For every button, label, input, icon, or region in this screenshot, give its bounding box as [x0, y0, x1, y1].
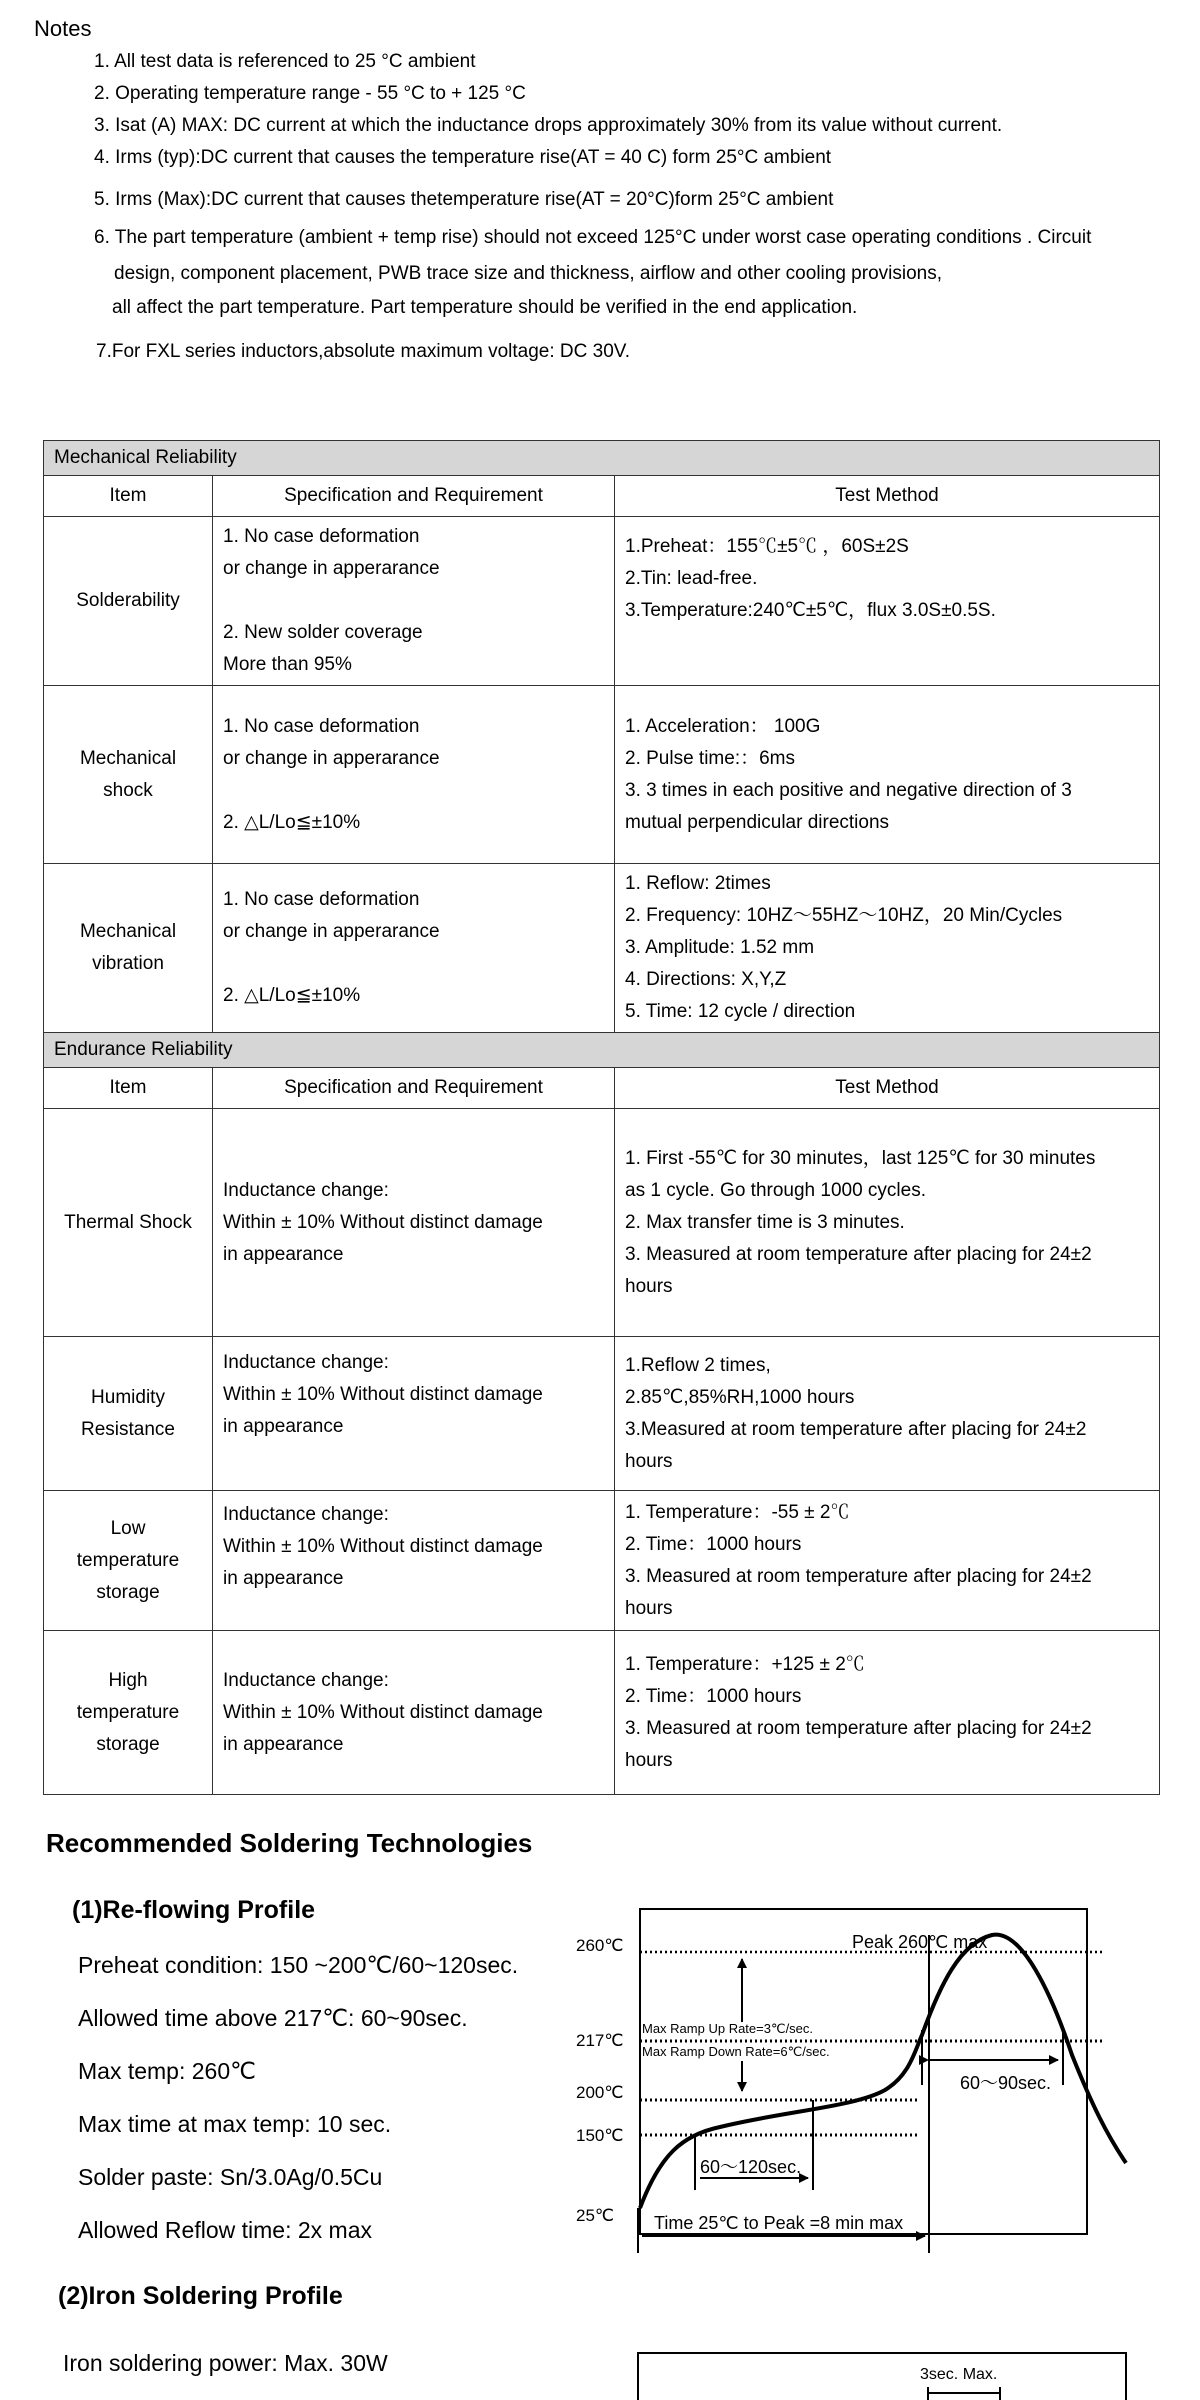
- section-title: Endurance Reliability: [44, 1033, 1160, 1068]
- note-6: 6. The part temperature (ambient + temp rise) should not exceed 125°C under worst case operating conditions . Circuit: [94, 227, 1092, 248]
- reflow-preheat: Preheat condition: 150 ~200℃/60~120sec.: [78, 1952, 519, 1978]
- diagram-frame: [640, 1909, 1087, 2234]
- iron-title: (2)Iron Soldering Profile: [58, 2282, 343, 2310]
- reflow-title: (1)Re-flowing Profile: [72, 1896, 316, 1924]
- row-method: 1. Reflow: 2times 2. Frequency: 10HZ～55HZ～10HZ，20 Min/Cycles 3. Amplitude: 1.52 mm 4. Directions: X,Y,Z 5. Time: 12 cycle / direction: [615, 864, 1160, 1033]
- header-spec: Specification and Requirement: [213, 476, 615, 517]
- peak-label: Peak 260℃ max: [852, 1932, 988, 1952]
- table-header-row: [44, 1068, 1160, 1109]
- iron-power: Iron soldering power: Max. 30W: [63, 2350, 388, 2376]
- time-label: Time 25℃ to Peak =8 min max: [654, 2213, 904, 2233]
- row-item: High temperature storage: [44, 1631, 213, 1795]
- reflow-solder-paste: Solder paste: Sn/3.0Ag/0.5Cu: [78, 2164, 383, 2190]
- row-spec: 1. No case deformation or change in apperarance 2. New solder coverage More than 95%: [213, 517, 615, 686]
- table-row: [44, 1109, 1160, 1337]
- above-217-label: 60～90sec.: [960, 2073, 1052, 2093]
- table-header-row: [44, 476, 1160, 517]
- row-item: Mechanical vibration: [44, 864, 213, 1033]
- ramp-down-label: Max Ramp Down Rate=6℃/sec.: [642, 2044, 830, 2059]
- y-tick-25: 25℃: [576, 2206, 615, 2225]
- table-row: [44, 517, 1160, 686]
- section-header-endurance: [44, 1033, 1160, 1068]
- reflow-max-temp: Max temp: 260℃: [78, 2058, 256, 2084]
- reflow-above-217: Allowed time above 217℃: 60~90sec.: [78, 2005, 468, 2031]
- row-method: 1. First -55℃ for 30 minutes，last 125℃ for 30 minutes as 1 cycle. Go through 1000 cycles. 2. Max transfer time is 3 minutes. 3. Measured at room temperature after placing for 24±2 hours: [615, 1109, 1160, 1337]
- table-row: [44, 1337, 1160, 1491]
- note-3: 3. Isat (A) MAX: DC current at which the inductance drops approximately 30% from its value without current.: [94, 115, 1003, 136]
- row-spec: Inductance change: Within ± 10% Without distinct damage in appearance: [213, 1631, 615, 1795]
- y-tick-150: 150℃: [576, 2126, 624, 2145]
- row-item: Mechanical shock: [44, 686, 213, 864]
- note-1: 1. All test data is referenced to 25 °C ambient: [94, 51, 476, 72]
- row-method: 1.Reflow 2 times, 2.85℃,85%RH,1000 hours 3.Measured at room temperature after placing for 24±2 hours: [615, 1337, 1160, 1491]
- row-item: Solderability: [44, 517, 213, 686]
- header-method: Test Method: [615, 1068, 1160, 1109]
- table-row: [44, 686, 1160, 864]
- iron-profile-diagram: [630, 2345, 1130, 2400]
- y-tick-260: 260℃: [576, 1936, 624, 1955]
- section-header-mechanical: [44, 441, 1160, 476]
- row-spec: 1. No case deformation or change in apperarance 2. △L/Lo≦±10%: [213, 864, 615, 1033]
- table-row: [44, 1491, 1160, 1631]
- row-item: Thermal Shock: [44, 1109, 213, 1337]
- reflow-profile-diagram: [560, 1895, 1160, 2275]
- reflow-allowed-time: Allowed Reflow time: 2x max: [78, 2217, 372, 2243]
- row-spec: Inductance change: Within ± 10% Without distinct damage in appearance: [213, 1109, 615, 1337]
- soldering-title: Recommended Soldering Technologies: [46, 1828, 533, 1858]
- row-spec: Inductance change: Within ± 10% Without distinct damage in appearance: [213, 1337, 615, 1491]
- header-item: Item: [44, 476, 213, 517]
- y-tick-200: 200℃: [576, 2083, 624, 2102]
- notes-title: Notes: [34, 16, 92, 41]
- note-5: 5. Irms (Max):DC current that causes thetemperature rise(AT = 20°C)form 25°C ambient: [94, 189, 834, 210]
- row-method: 1. Temperature：-55 ± 2℃ 2. Time：1000 hours 3. Measured at room temperature after placing for 24±2 hours: [615, 1491, 1160, 1631]
- reflow-max-time: Max time at max temp: 10 sec.: [78, 2111, 392, 2137]
- row-item: Humidity Resistance: [44, 1337, 213, 1491]
- note-6-cont-2: all affect the part temperature. Part temperature should be verified in the end application.: [112, 297, 858, 318]
- row-spec: 1. No case deformation or change in apperarance 2. △L/Lo≦±10%: [213, 686, 615, 864]
- row-method: 1.Preheat：155℃±5℃ ，60S±2S 2.Tin: lead-free. 3.Temperature:240℃±5℃，flux 3.0S±0.5S.: [615, 517, 1160, 686]
- iron-time-label: 3sec. Max.: [920, 2366, 998, 2383]
- row-spec: Inductance change: Within ± 10% Without distinct damage in appearance: [213, 1491, 615, 1631]
- ramp-up-label: Max Ramp Up Rate=3℃/sec.: [642, 2021, 814, 2036]
- header-method: Test Method: [615, 476, 1160, 517]
- preheat-label: 60～120sec.: [700, 2157, 802, 2177]
- row-method: 1. Acceleration： 100G 2. Pulse time:：6ms 3. 3 times in each positive and negative direction of 3 mutual perpendicular directions: [615, 686, 1160, 864]
- diagram-frame: [638, 2353, 1126, 2400]
- note-4: 4. Irms (typ):DC current that causes the temperature rise(AT = 40 C) form 25°C ambient: [94, 147, 832, 168]
- note-7: 7.For FXL series inductors,absolute maximum voltage: DC 30V.: [96, 341, 630, 362]
- y-tick-217: 217℃: [576, 2031, 624, 2050]
- reliability-table: [43, 440, 1160, 1795]
- header-item: Item: [44, 1068, 213, 1109]
- note-2: 2. Operating temperature range - 55 °C to + 125 °C: [94, 83, 526, 104]
- section-title: Mechanical Reliability: [44, 441, 1160, 476]
- row-item: Low temperature storage: [44, 1491, 213, 1631]
- table-row: [44, 864, 1160, 1033]
- row-method: 1. Temperature：+125 ± 2℃ 2. Time：1000 hours 3. Measured at room temperature after placing for 24±2 hours: [615, 1631, 1160, 1795]
- header-spec: Specification and Requirement: [213, 1068, 615, 1109]
- table-row: [44, 1631, 1160, 1795]
- note-6-cont-1: design, component placement, PWB trace size and thickness, airflow and other cooling provisions,: [114, 263, 942, 284]
